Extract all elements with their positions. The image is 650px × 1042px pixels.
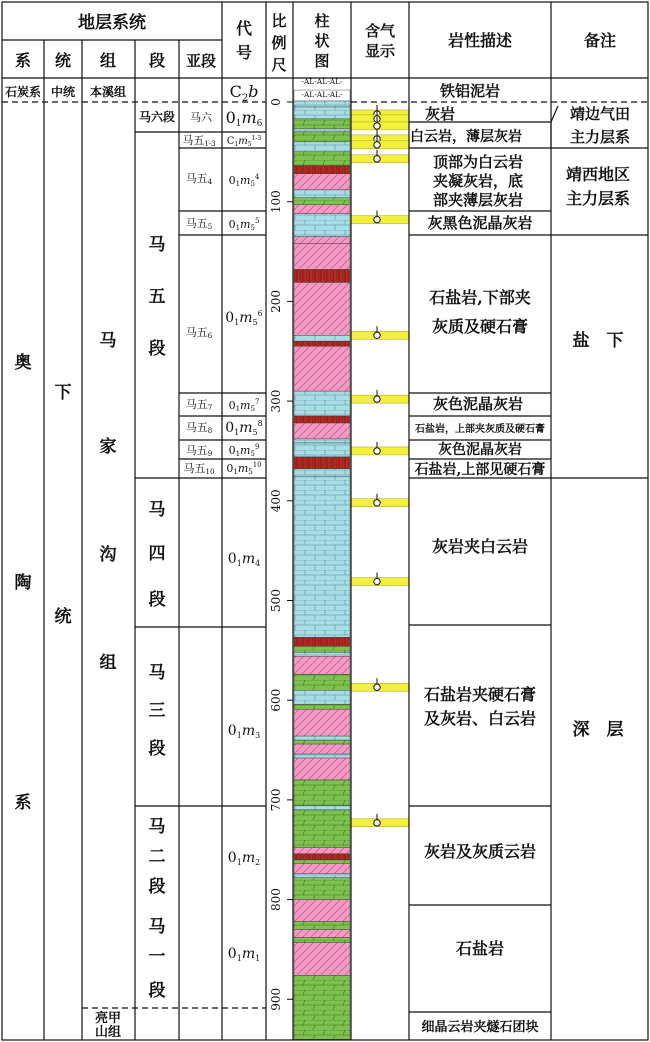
litho-ma5-4-l1: 顶部为白云岩 [432, 153, 524, 171]
layer-salt [294, 423, 350, 439]
scale-tick-label: 600 [269, 688, 283, 712]
remark-yanxia: 盐 下 [572, 331, 624, 351]
code-m2: $0_1m_2$ [227, 850, 261, 867]
code-m5-9: $01m5^9$ [228, 443, 260, 458]
header-code-1: 代 [235, 19, 253, 38]
gas-show-symbol [374, 448, 380, 454]
layer-dolomite [294, 780, 350, 806]
top-litho: 铁铝泥岩 [439, 82, 501, 100]
sub-ma5-5: 马五5 [185, 217, 213, 231]
layer-dolomite [294, 132, 350, 142]
layer-limestone [294, 736, 350, 740]
sub-ma5-7: 马五7 [185, 398, 213, 412]
sub-ma5-9: 马五9 [185, 444, 213, 458]
header-litho: 岩性描述 [447, 31, 513, 50]
sub-ma6: 马六 [190, 111, 212, 124]
sub-ma5-8: 马五8 [185, 421, 213, 435]
layer-limestone [294, 391, 350, 416]
layer-limestone [294, 652, 350, 656]
code-m5-8: $0_1m_5^8$ [225, 419, 263, 437]
layer-dolomite [294, 198, 350, 205]
member-ma3-2: 三 [148, 701, 166, 721]
member-ma2-1: 马 [148, 817, 166, 837]
code-m5-7: $01m5^7$ [228, 398, 260, 413]
gas-show-symbol [374, 216, 380, 222]
layer-salt [294, 237, 350, 244]
top-code: $C_2b$ [229, 82, 259, 104]
scale-tick-label: 200 [269, 289, 283, 313]
header-tong: 统 [54, 51, 72, 70]
layer-dolomite [294, 740, 350, 744]
lithology-column [294, 90, 350, 1039]
layer-anhydrite [294, 854, 350, 860]
layer-dolomite [294, 119, 350, 129]
layer-dolomite [294, 975, 350, 1039]
gas-show-symbol [374, 332, 380, 338]
remark-jingxi-1: 靖西地区 [565, 165, 631, 184]
member-ma2-3: 段 [148, 877, 166, 897]
layer-salt [294, 900, 350, 922]
header-scale-3: 尺 [271, 56, 287, 74]
member-ma3-1: 马 [148, 663, 166, 683]
gas-show-symbol [374, 500, 380, 506]
litho-dolomite-thin: 白云岩，薄层灰岩 [410, 129, 522, 145]
layer-dolomite [294, 152, 350, 166]
layer-anhydrite [294, 637, 350, 646]
layer-limestone [294, 874, 350, 878]
code-m4: $0_1m_4$ [227, 551, 261, 568]
sub-ma5-10: 马五10 [183, 462, 215, 476]
header-yaduan: 亚段 [185, 52, 217, 70]
remark-jingxi-2: 主力层系 [565, 189, 631, 208]
layer-dolomite [294, 704, 350, 709]
member-ma1-2: 一 [148, 947, 166, 967]
layer-limestone [294, 439, 350, 443]
scale-tick-label: 300 [269, 389, 283, 413]
litho-ma5-9: 灰色泥晶灰岩 [438, 442, 522, 458]
scale-tick-label: 0 [269, 98, 283, 106]
layer-salt [294, 864, 350, 874]
sub-ma5-4: 马五4 [185, 172, 213, 186]
gas-show-symbol [374, 578, 380, 584]
code-m5-10: $01m5^{10}$ [226, 461, 262, 476]
code-m5-6: $0_1m_5^6$ [225, 309, 263, 327]
formation-char-1: 马 [99, 331, 117, 351]
layer-salt [294, 244, 350, 270]
litho-ma5-4-l2: 夹凝灰岩，底 [432, 172, 524, 190]
layer-limestone [294, 107, 350, 119]
layer-limestone [294, 101, 350, 107]
remark-shenceng: 深 层 [572, 720, 624, 740]
system-char-2: 陶 [14, 573, 32, 593]
member-ma4-1: 马 [148, 500, 166, 520]
header-zu: 组 [99, 51, 117, 70]
code-m6: 01m6 [225, 108, 263, 129]
header-duan: 段 [148, 51, 166, 70]
litho-ma5-8: 石盐岩，上部夹灰质及硬石膏 [415, 424, 545, 435]
gas-show-symbol [374, 142, 380, 148]
gas-show-marks [351, 105, 409, 827]
member-ma4-2: 四 [148, 544, 166, 564]
layer-dolomite [294, 646, 350, 652]
litho-ma3-l2: 及灰岩、白云岩 [423, 709, 537, 728]
layer-salt [294, 282, 350, 335]
scale-tick-label: 900 [269, 987, 283, 1011]
code-m3: $0_1m_3$ [227, 723, 261, 740]
layer-limestone [294, 469, 350, 477]
litho-ma5-7: 灰色泥晶灰岩 [432, 395, 524, 413]
layer-salt [294, 744, 350, 754]
litho-ma5-4-l3: 部夹薄层灰岩 [432, 191, 524, 209]
member-ma5-1: 马 [148, 235, 166, 255]
series-char-2: 统 [54, 607, 72, 627]
top-zu: 本溪组 [89, 85, 127, 99]
header-code-2: 号 [235, 43, 253, 62]
header-column-2: 状 [314, 32, 330, 50]
layer-dolomite [294, 878, 350, 900]
member-ma6: 马六段 [138, 110, 176, 124]
litho-ma2: 灰岩及灰质云岩 [423, 842, 537, 861]
gas-show-symbol [374, 156, 380, 162]
member-ma1-1: 马 [148, 917, 166, 937]
sub-ma5-6: 马五6 [185, 326, 213, 340]
layer-limestone [294, 477, 350, 638]
litho-limestone-top: 灰岩 [424, 105, 456, 123]
layer-salt [294, 709, 350, 736]
top-tong: 中统 [50, 85, 76, 99]
formation-char-4: 组 [99, 653, 117, 673]
member-ma4-3: 段 [148, 590, 166, 610]
member-ma3-3: 段 [148, 739, 166, 759]
member-ma2-2: 二 [148, 847, 166, 867]
litho-liangjiashan: 细晶云岩夹燧石团块 [421, 1020, 539, 1035]
litho-ma3-l1: 石盐岩夹硬石膏 [423, 685, 537, 704]
member-ma5-2: 五 [148, 287, 166, 307]
layer-dolomite [294, 922, 350, 930]
layer-dolomite [294, 937, 350, 942]
table-header [15, 12, 616, 74]
header-column-3: 图 [314, 52, 330, 70]
layer-anhydrite [294, 269, 350, 282]
gas-show-symbol [374, 396, 380, 402]
litho-ma5-10: 石盐岩,上部见硬石膏 [414, 462, 546, 478]
top-xi: 石炭系 [4, 85, 42, 99]
scale-tick-label: 800 [269, 888, 283, 912]
layer-salt [294, 346, 350, 391]
litho-ma5-6-l1: 石盐岩,下部夹 [429, 288, 531, 307]
aluminous-pattern: -AL-AL-AL- [301, 77, 343, 86]
system-char-3: 系 [14, 793, 32, 813]
scale-tick-label: 700 [269, 788, 283, 812]
layer-limestone [294, 190, 350, 198]
layer-anhydrite [294, 166, 350, 174]
header-remarks: 备注 [583, 31, 617, 50]
layer-anhydrite [294, 416, 350, 423]
bottom-formation-1: 亮甲 [94, 1011, 122, 1026]
header-xi: 系 [14, 51, 32, 70]
header-scale-1: 比 [271, 12, 287, 30]
scale-tick-label: 400 [269, 489, 283, 513]
layer-dolomite [294, 860, 350, 864]
gas-show-symbol [374, 820, 380, 826]
layer-salt [294, 848, 350, 854]
litho-ma5-5: 灰黑色泥晶灰岩 [427, 214, 533, 232]
layer-limestone [294, 443, 350, 457]
layer-salt [294, 174, 350, 190]
gas-show-symbol [374, 123, 380, 129]
layer-anhydrite [294, 457, 350, 469]
layer-limestone [294, 806, 350, 810]
layer-salt [294, 930, 350, 938]
code-m5-4: $01m5^4$ [228, 173, 260, 188]
layer-anhydrite [294, 341, 350, 346]
scale-tick-label: 100 [269, 190, 283, 214]
remark-jingbian-1: 靖边气田 [569, 105, 631, 123]
scale-tick-label: 500 [269, 589, 283, 612]
layer-dolomite [294, 810, 350, 848]
layer-salt [294, 205, 350, 214]
code-m5-1-3: $C_1m_5^{1-3}$ [226, 135, 262, 148]
layer-limestone [294, 754, 350, 758]
header-gas-2: 显示 [364, 42, 396, 60]
aluminous-pattern-2: -AL-AL-AL- [301, 90, 343, 99]
bottom-formation-2: 山组 [94, 1025, 122, 1040]
layer-dolomite [294, 674, 350, 690]
series-char-1: 下 [54, 383, 72, 403]
top-row [5, 82, 500, 104]
system-char-1: 奥 [14, 353, 32, 373]
layer-salt [294, 656, 350, 674]
layer-salt [294, 758, 350, 780]
litho-ma4: 灰岩夹白云岩 [431, 537, 529, 556]
layer-limestone [294, 142, 350, 152]
code-m1: $0_1m_1$ [227, 946, 261, 963]
layer-limestone [294, 690, 350, 704]
litho-ma1: 石盐岩 [455, 939, 505, 958]
depth-scale [269, 98, 293, 1011]
member-ma1-3: 段 [148, 981, 166, 1001]
sub-ma5-1-3: 马五1-3 [182, 134, 216, 148]
code-m5-5: $01m5^5$ [228, 217, 260, 232]
gas-show-symbol [374, 684, 380, 690]
formation-char-3: 沟 [99, 545, 117, 565]
formation-char-2: 家 [99, 437, 117, 457]
member-ma5-3: 段 [148, 339, 166, 359]
header-column-1: 柱 [314, 12, 330, 30]
layer-limestone [294, 214, 350, 237]
layer-limestone [294, 129, 350, 132]
header-scale-2: 例 [271, 34, 287, 52]
litho-ma5-6-l2: 灰质及硬石膏 [431, 317, 529, 336]
remark-jingbian-2: 主力层系 [569, 128, 631, 146]
header-gas-1: 含气 [364, 22, 396, 40]
header-strat-system: 地层系统 [78, 13, 146, 33]
layer-limestone [294, 335, 350, 341]
layer-salt [294, 942, 350, 975]
